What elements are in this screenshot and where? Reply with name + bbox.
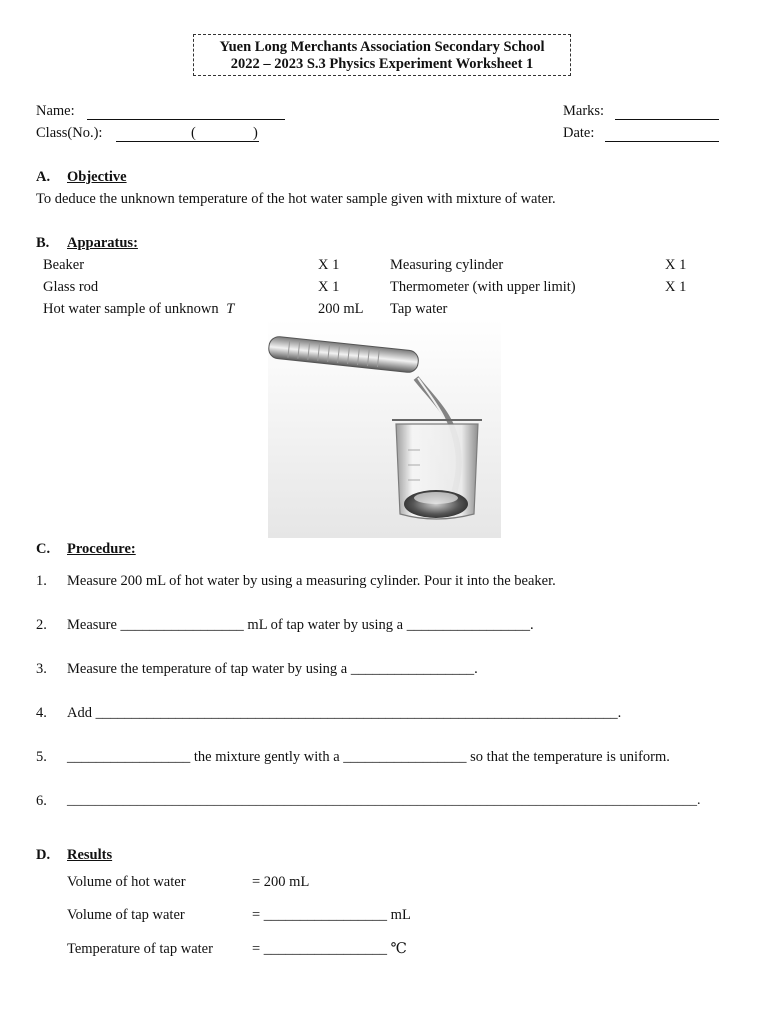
date-label: Date: [563, 125, 595, 141]
apparatus-qty-thermometer: X 1 [665, 279, 687, 295]
class-number-close: ) [253, 125, 258, 141]
apparatus-qty-hot-water: 200 mL [318, 301, 364, 317]
procedure-step-number: 2. [36, 617, 47, 633]
procedure-step-text: Measure 200 mL of hot water by using a measuring cylinder. Pour it into the beaker. [67, 573, 556, 589]
procedure-letter: C. [36, 541, 51, 557]
results-label: Temperature of tap water [67, 941, 213, 957]
procedure-step-text[interactable]: _________________ the mixture gently with a _________________ so that the temperature is uniform. [67, 749, 670, 765]
apparatus-item-thermometer: Thermometer (with upper limit) [390, 279, 576, 295]
results-label: Volume of tap water [67, 907, 185, 923]
apparatus-item-tap-water: Tap water [390, 301, 448, 317]
procedure-step-number: 6. [36, 793, 47, 809]
procedure-step-text[interactable]: __________________________________________________________________________________________. [67, 793, 701, 808]
class-field[interactable] [116, 141, 259, 142]
school-name: Yuen Long Merchants Association Secondary School [219, 39, 545, 55]
procedure-step-number: 5. [36, 749, 47, 765]
results-value: = 200 mL [252, 874, 310, 890]
temperature-variable: T [226, 301, 235, 317]
results-heading: Results [67, 847, 113, 863]
apparatus-heading: Apparatus: [67, 235, 138, 251]
results-letter: D. [36, 847, 51, 863]
class-number-open: ( [191, 125, 196, 141]
class-label: Class(No.): [36, 125, 103, 141]
procedure-step-text[interactable]: Add ________________________________________________________________________. [67, 705, 622, 721]
apparatus-qty-measuring-cylinder: X 1 [665, 257, 687, 273]
results-label: Volume of hot water [67, 874, 186, 890]
date-field[interactable] [605, 141, 719, 142]
worksheet-header [193, 34, 571, 76]
marks-label: Marks: [563, 103, 605, 119]
pouring-liquid-photo [268, 320, 501, 538]
hot-water-text: Hot water sample of unknown [43, 301, 219, 317]
results-value[interactable]: = _________________ ℃ [252, 941, 407, 957]
procedure-heading: Procedure: [67, 541, 136, 557]
apparatus-letter: B. [36, 235, 50, 251]
results-value[interactable]: = _________________ mL [252, 907, 411, 923]
apparatus-item-glass-rod: Glass rod [43, 279, 99, 295]
name-field[interactable] [87, 119, 285, 120]
procedure-step-number: 1. [36, 573, 47, 589]
marks-field[interactable] [615, 119, 719, 120]
apparatus-qty-beaker: X 1 [318, 257, 340, 273]
objective-letter: A. [36, 169, 51, 185]
objective-heading: Objective [67, 169, 127, 185]
apparatus-item-measuring-cylinder: Measuring cylinder [390, 257, 504, 273]
procedure-step-number: 4. [36, 705, 47, 721]
procedure-step-text[interactable]: Measure _________________ mL of tap water by using a _________________. [67, 617, 534, 633]
name-label: Name: [36, 103, 75, 119]
apparatus-item-hot-water [43, 301, 234, 318]
procedure-step-number: 3. [36, 661, 47, 677]
objective-text: To deduce the unknown temperature of the hot water sample given with mixture of water. [36, 191, 556, 207]
worksheet-title: 2022 – 2023 S.3 Physics Experiment Worksheet 1 [230, 56, 534, 72]
procedure-step-text[interactable]: Measure the temperature of tap water by using a _________________. [67, 661, 478, 677]
apparatus-item-beaker: Beaker [43, 257, 85, 273]
apparatus-qty-glass-rod: X 1 [318, 279, 340, 295]
